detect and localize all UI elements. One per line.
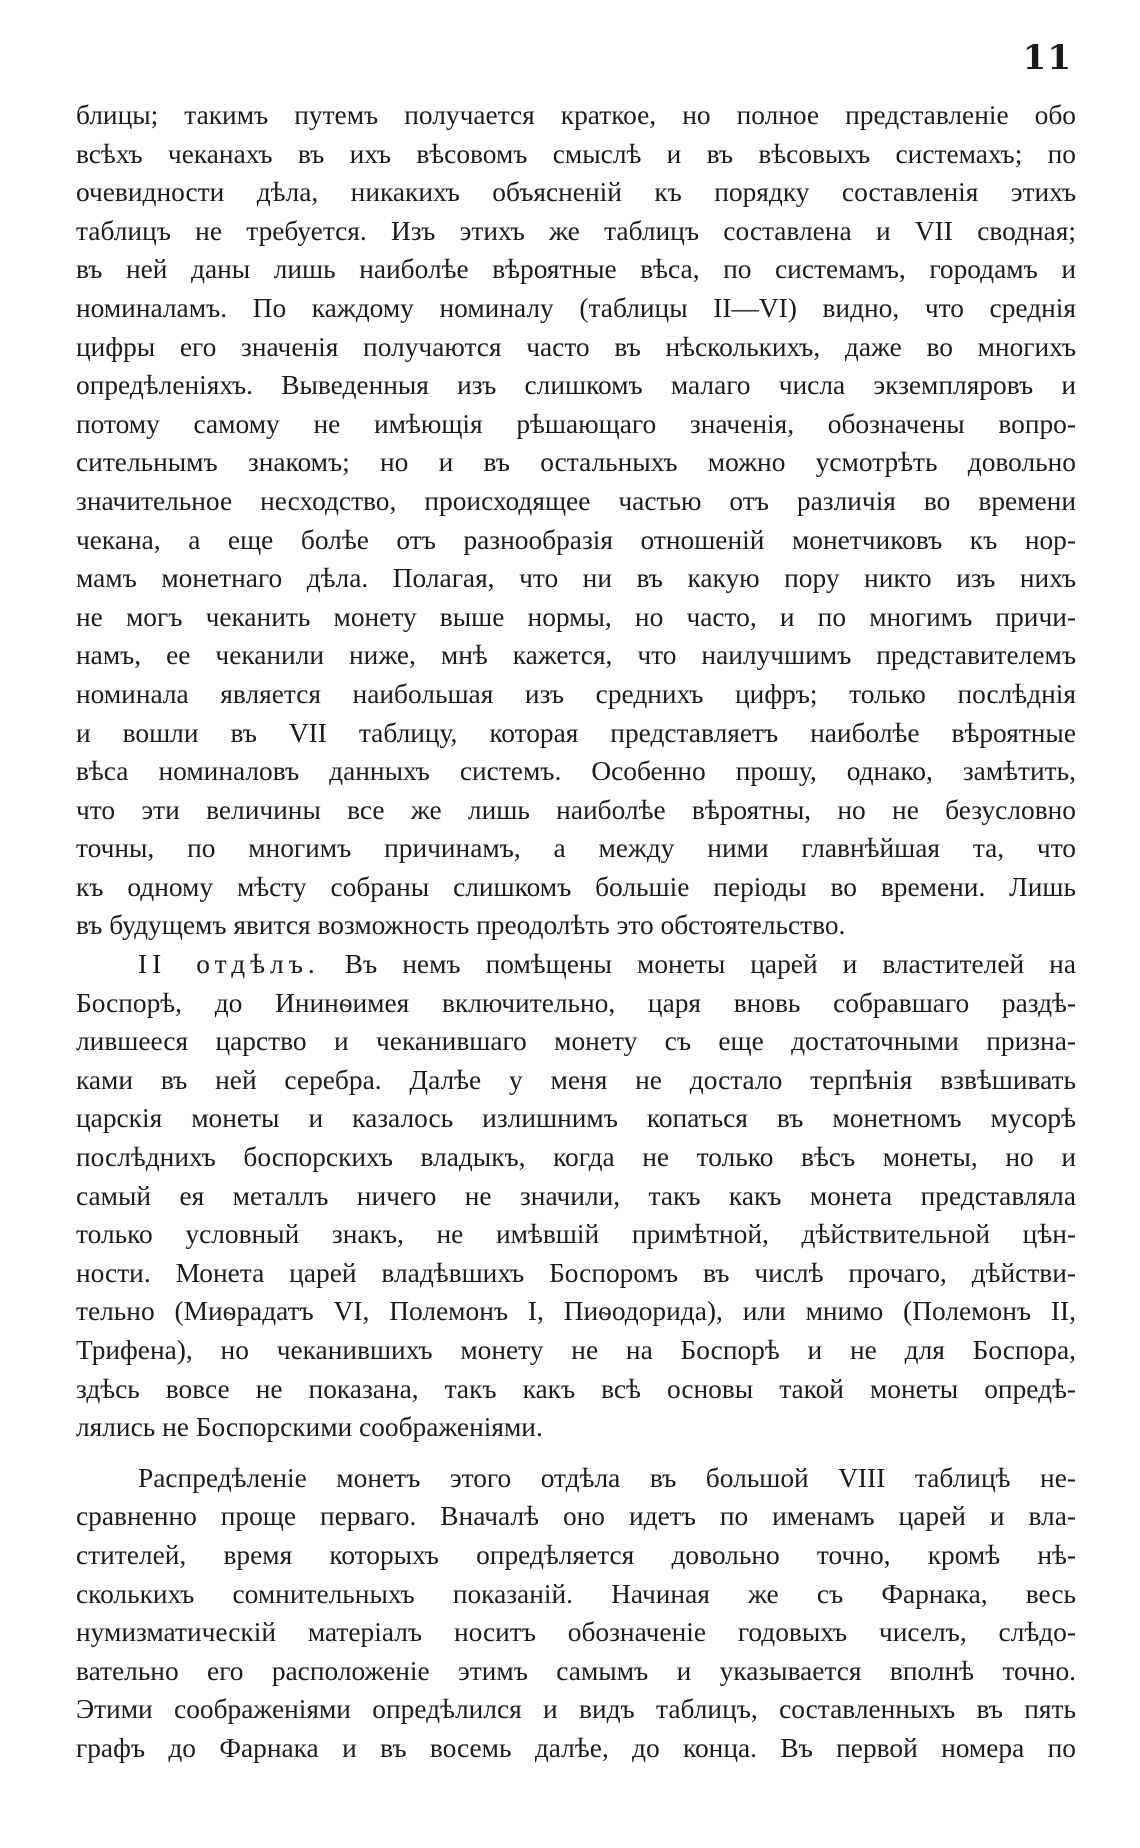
text-line: всѣхъ чеканахъ въ ихъ вѣсовомъ смыслѣ и въ вѣсовыхъ системахъ; по: [76, 138, 1076, 169]
paragraph-2: [76, 945, 1076, 1447]
text-line: лившееся царство и чеканившаго монету съ еще достаточными призна-: [76, 1026, 1076, 1057]
text-line: царскія монеты и казалось излишнимъ копаться въ монетномъ мусорѣ: [76, 1103, 1076, 1134]
page-number: 11: [1022, 38, 1072, 78]
text-line: цифры его значенія получаются часто въ нѣсколькихъ, даже во многихъ: [76, 331, 1076, 362]
text-line: Боспорѣ, до Ининѳимея включительно, царя вновь собравшаго раздѣ-: [76, 987, 1076, 1018]
text-line: мамъ монетнаго дѣла. Полагая, что ни въ какую пору никто изъ нихъ: [76, 563, 1076, 594]
text-line: что эти величины все же лишь наиболѣе вѣроятны, но не безусловно: [76, 794, 1076, 825]
text-line: ности. Монета царей владѣвшихъ Боспоромъ въ числѣ прочаго, дѣйстви-: [76, 1257, 1076, 1288]
text-line: сравненно проще перваго. Вначалѣ оно идетъ по именамъ царей и вла-: [76, 1501, 1076, 1532]
text-line: тельно (Миѳрадатъ VI, Полемонъ I, Пиѳодорида), или мнимо (Полемонъ II,: [76, 1296, 1076, 1327]
text-line: послѣднихъ боспорскихъ владыкъ, когда не только вѣсъ монеты, но и: [76, 1142, 1076, 1173]
text-line: сколькихъ сомнительныхъ показаній. Начиная же съ Фарнака, весь: [76, 1578, 1076, 1609]
text-line: и вошли въ VII таблицу, которая представляетъ наиболѣе вѣроятные: [76, 717, 1076, 748]
text-line: номиналамъ. По каждому номиналу (таблицы II—VI) видно, что среднія: [76, 292, 1076, 323]
text-line: стителей, время которыхъ опредѣляется довольно точно, кромѣ нѣ-: [76, 1539, 1076, 1570]
text-line: намъ, ее чеканили ниже, мнѣ кажется, что наилучшимъ представителемъ: [76, 640, 1076, 671]
text-line: опредѣленіяхъ. Выведенныя изъ слишкомъ малаго числа экземпляровъ и: [76, 370, 1076, 401]
section-heading-line: [76, 945, 1076, 984]
text-line: Трифена), но чеканившихъ монету не на Боспорѣ и не для Боспора,: [76, 1335, 1076, 1365]
section-heading: II отдѣлъ.: [138, 949, 320, 980]
text-line: сительнымъ знакомъ; но и въ остальныхъ можно усмотрѣть довольно: [76, 447, 1076, 478]
text-line: потому самому не имѣющія рѣшающаго значенія, обозначены вопро-: [76, 408, 1076, 439]
text-line: блицы; такимъ путемъ получается краткое, но полное представленіе обо: [76, 100, 1076, 130]
text-line: Распредѣленіе монетъ этого отдѣла въ большой VIII таблицѣ не-: [138, 1462, 1076, 1493]
text-line: ками въ ней серебра. Далѣе у меня не достало терпѣнія взвѣшивать: [76, 1064, 1076, 1095]
paragraph-1: [76, 96, 1076, 945]
text-line: таблицъ не требуется. Изъ этихъ же таблицъ составлена и VII сводная;: [76, 215, 1076, 246]
text-line: въ ней даны лишь наиболѣе вѣроятные вѣса, по системамъ, городамъ и: [76, 254, 1076, 285]
text-line: только условный знакъ, не имѣвшій примѣтной, дѣйствительной цѣн-: [76, 1219, 1076, 1250]
text-line: въ будущемъ явится возможность преодолѣть это обстоятельство.: [76, 910, 846, 941]
text-line: номинала является наибольшая изъ среднихъ цифръ; только послѣднія: [76, 678, 1076, 709]
text-line: здѣсь вовсе не показана, такъ какъ всѣ основы такой монеты опредѣ-: [76, 1373, 1076, 1404]
text-line: къ одному мѣсту собраны слишкомъ большіе періоды во времени. Лишь: [76, 871, 1076, 902]
text-line: точны, по многимъ причинамъ, а между ними главнѣйшая та, что: [76, 833, 1076, 864]
text-line: чекана, а еще болѣе отъ разнообразія отношеній монетчиковъ къ нор-: [76, 524, 1076, 555]
text-line: нумизматическій матеріалъ носитъ обозначеніе годовыхъ чиселъ, слѣдо-: [76, 1617, 1076, 1648]
text-line: лялись не Боспорскими соображеніями.: [76, 1412, 543, 1443]
body-text: [76, 96, 1076, 1768]
text-line: очевидности дѣла, никакихъ объясненій къ порядку составленія этихъ: [76, 177, 1076, 208]
paragraph-gap: [76, 1447, 1076, 1459]
text-line: графъ до Фарнака и въ восемь далѣе, до конца. Въ первой номера по: [76, 1732, 1076, 1763]
text-run: Въ немъ помѣщены монеты царей и властителей на: [319, 949, 1076, 980]
text-line: самый ея металлъ ничего не значили, такъ какъ монета представляла: [76, 1180, 1076, 1211]
text-line: значительное несходство, происходящее частью отъ различія во времени: [76, 485, 1076, 516]
text-line: вательно его расположеніе этимъ самымъ и указывается вполнѣ точно.: [76, 1655, 1076, 1686]
paragraph-3: [76, 1459, 1076, 1768]
text-line: вѣса номиналовъ данныхъ системъ. Особенно прошу, однако, замѣтить,: [76, 756, 1076, 787]
text-line: не могъ чеканить монету выше нормы, но часто, и по многимъ причи-: [76, 601, 1076, 632]
text-line: Этими соображеніями опредѣлился и видъ таблицъ, составленныхъ въ пять: [76, 1694, 1076, 1725]
